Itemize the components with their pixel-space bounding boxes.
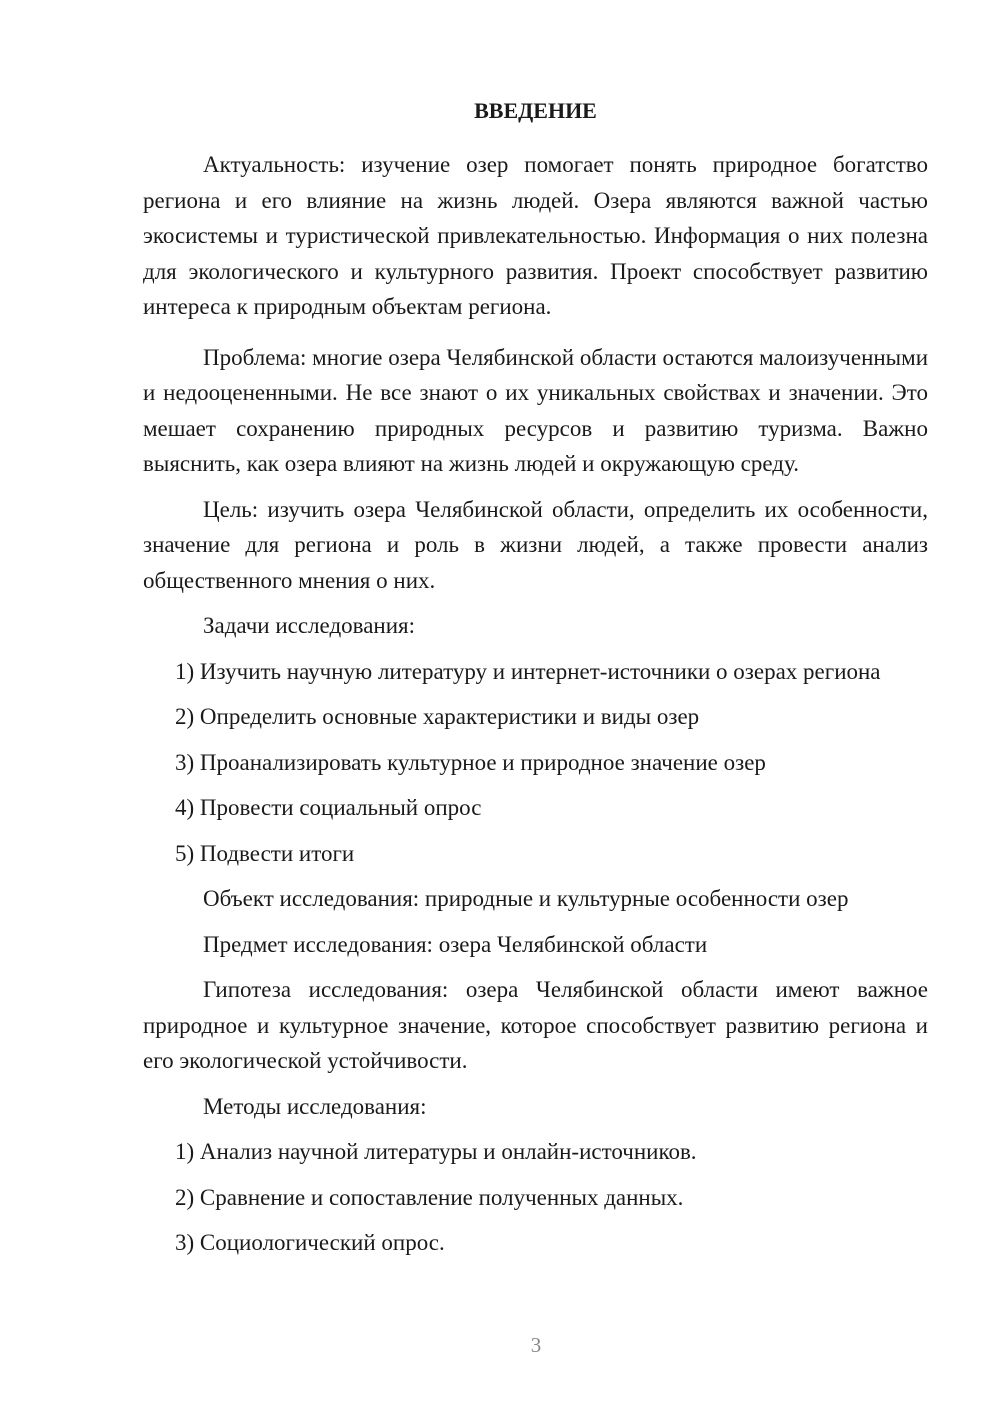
page-number: 3 <box>530 1333 542 1357</box>
task-item: 2) Определить основные характеристики и виды озер <box>175 704 700 729</box>
method-item: 3) Социологический опрос. <box>175 1230 445 1255</box>
hypothesis-paragraph: Гипотеза исследования: озера Челябинской области имеют важное природное и культурное значение, которое способствует развитию региона и его экологической устойчивости. <box>143 977 928 1073</box>
problem-paragraph: Проблема: многие озера Челябинской области остаются малоизученными и недооцененными. Не все знают о их уникальных свойствах и значении. Это мешает сохранению природных ресурсов и развитию туризма. Важно выяснить, как озера влияют на жизнь людей и окружающую среду. <box>143 344 928 476</box>
section-title: ВВЕДЕНИЕ <box>474 98 597 123</box>
task-item: 5) Подвести итоги <box>175 840 355 866</box>
research-subject: Предмет исследования: озера Челябинской области <box>203 931 708 957</box>
method-item: 1) Анализ научной литературы и онлайн-источников. <box>175 1139 697 1164</box>
page-content <box>143 93 928 1261</box>
task-item: 1) Изучить научную литературу и интернет-источники о озерах региона <box>175 658 881 684</box>
methods-heading: Методы исследования: <box>203 1093 427 1119</box>
goal-paragraph: Цель: изучить озера Челябинской области, определить их особенности, значение для региона и роль в жизни людей, а также провести анализ общественного мнения о них. <box>143 496 928 593</box>
method-item: 2) Сравнение и сопоставление полученных данных. <box>175 1184 684 1210</box>
relevance-paragraph: Актуальность: изучение озер помогает понять природное богатство региона и его влияние на жизнь людей. Озера являются важной частью экосистемы и туристической привлекательностью. Информация о них полезна для экологического и культурного развития. Проект способствует развитию интереса к природным объектам региона. <box>143 152 928 319</box>
task-item: 4) Провести социальный опрос <box>175 795 482 820</box>
tasks-heading: Задачи исследования: <box>203 613 416 638</box>
task-item: 3) Проанализировать культурное и природное значение озер <box>175 749 766 775</box>
research-object: Объект исследования: природные и культурные особенности озер <box>203 886 849 911</box>
